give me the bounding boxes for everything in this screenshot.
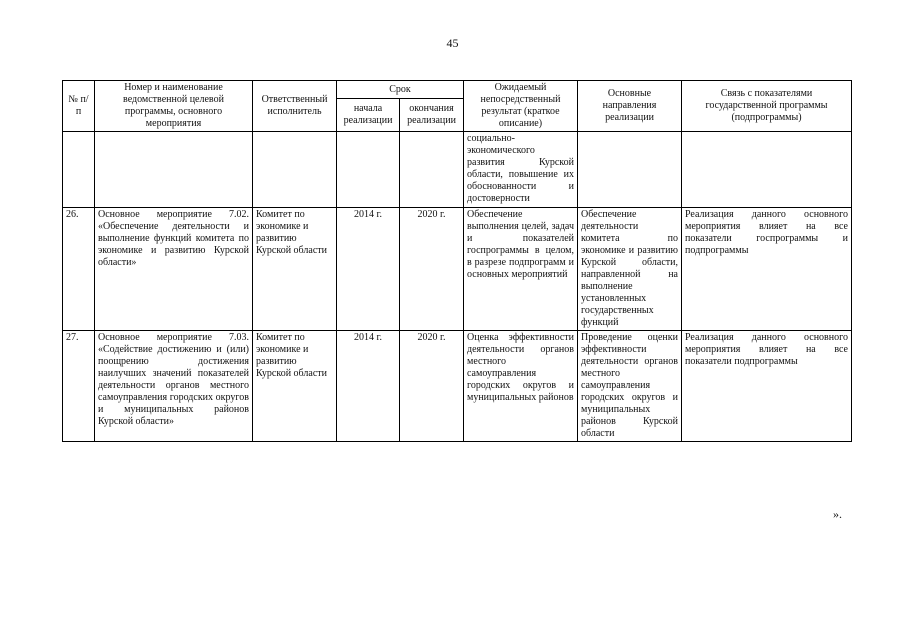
cell-name: Основное мероприятие 7.03. «Содействие достижению и (или) поощрению достижения наилучших значений показателей деятельности органов местного самоуправления городских округов и муниципальных районов Курской области»: [95, 331, 253, 442]
cell-end: [400, 132, 464, 208]
cell-num: [63, 132, 95, 208]
header-term: Срок: [337, 81, 464, 99]
table-row: [63, 331, 852, 442]
cell-start: 2014 г.: [337, 208, 400, 331]
table-header: [63, 81, 852, 132]
cell-directions: [578, 132, 682, 208]
closing-quote-mark: ».: [833, 507, 842, 521]
cell-end: 2020 г.: [400, 331, 464, 442]
cell-directions: Обеспечение деятельности комитета по экономике и развитию Курской области, направленной на выполнение установленных государственных функций: [578, 208, 682, 331]
cell-executor: [253, 132, 337, 208]
cell-link: Реализация данного основного мероприятия влияет на все показатели госпрограммы и подпрограммы: [682, 208, 852, 331]
header-result: Ожидаемый непосредственный результат (краткое описание): [464, 81, 578, 132]
table-body: [63, 132, 852, 442]
header-name: Номер и наименование ведомственной целевой программы, основного мероприятия: [95, 81, 253, 132]
cell-link: Реализация данного основного мероприятия влияет на все показатели подпрограммы: [682, 331, 852, 442]
cell-name: [95, 132, 253, 208]
cell-result: социально-экономического развития Курской области, повышение их обоснованности и достоверности: [464, 132, 578, 208]
cell-name: Основное мероприятие 7.02. «Обеспечение деятельности и выполнение функций комитета по экономике и развитию Курской области»: [95, 208, 253, 331]
table-row: [63, 208, 852, 331]
cell-executor: Комитет по экономике и развитию Курской области: [253, 208, 337, 331]
cell-executor: Комитет по экономике и развитию Курской области: [253, 331, 337, 442]
program-table: [62, 80, 852, 442]
cell-directions: Проведение оценки эффективности деятельности органов местного самоуправления городских округов и муниципальных районов Курской области: [578, 331, 682, 442]
header-directions: Основные направления реализации: [578, 81, 682, 132]
header-row-1: [63, 81, 852, 99]
cell-result: Обеспечение выполнения целей, задач и показателей госпрограммы в целом, в разрезе подпрограмм и основных мероприятий: [464, 208, 578, 331]
header-start: начала реализации: [337, 99, 400, 132]
header-end: окончания реализации: [400, 99, 464, 132]
header-executor: Ответственный исполнитель: [253, 81, 337, 132]
cell-num: 26.: [63, 208, 95, 331]
header-num: № п/п: [63, 81, 95, 132]
cell-num: 27.: [63, 331, 95, 442]
cell-start: [337, 132, 400, 208]
header-link: Связь с показателями государственной программы (подпрограммы): [682, 81, 852, 132]
cell-result: Оценка эффективности деятельности органов местного самоуправления городских округов и муниципальных районов: [464, 331, 578, 442]
cell-link: [682, 132, 852, 208]
table-row: [63, 132, 852, 208]
page-number: 45: [446, 36, 459, 50]
cell-end: 2020 г.: [400, 208, 464, 331]
cell-start: 2014 г.: [337, 331, 400, 442]
